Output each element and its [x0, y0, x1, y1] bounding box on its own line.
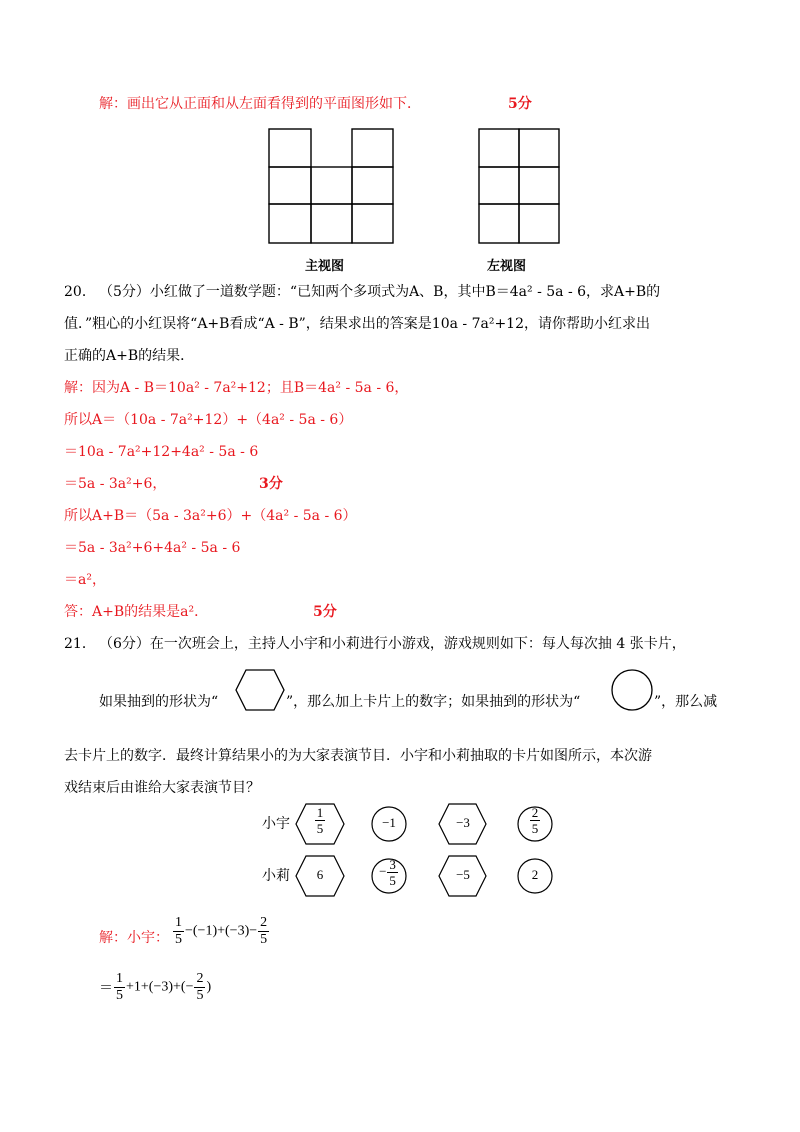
row1-label: 小宇 [262, 816, 290, 832]
q21-line2-c: ”，那么减 [654, 694, 718, 710]
q19-answer-intro: 解：画出它从正面和从左面看得到的平面图形如下． [99, 96, 421, 112]
card-value: 2 [531, 867, 539, 882]
q21-line1: （6分）在一次班会上，主持人小宇和小莉进行小游戏，游戏规则如下：每人每次抽 4 张卡片， [99, 636, 686, 652]
q20-answer-line: 答：A+B的结果是a²． [64, 604, 209, 620]
card-value: −3 [456, 815, 470, 830]
circle-shape-icon [610, 668, 654, 712]
card-value: − $\frac{3}{5}$ [379, 857, 396, 888]
card-value: 6 [316, 867, 324, 882]
q20-answer-line: ＝5a - 3a²+6， [64, 476, 167, 492]
q20-score-end: 5分 [313, 604, 337, 620]
q20-answer-line: ＝a²， [64, 572, 106, 588]
q20-line2: 值．”粗心的小红误将“A+B看成“A - B”，结果求出的答案是10a - 7a²+12，请你帮助小红求出 [64, 316, 650, 332]
row2-label: 小莉 [262, 868, 290, 884]
q20-line3: 正确的A+B的结果． [64, 348, 195, 364]
q20-answer-line: ＝5a - 3a²+6+4a² - 5a - 6 [64, 540, 241, 556]
left-view-figure [478, 127, 560, 245]
q20-answer-line: 所以A＝（10a - 7a²+12）+（4a² - 5a - 6） [64, 412, 353, 428]
q20-number: 20． [64, 284, 96, 300]
q21-answer-expr2: ＝ $\frac{1}{5}$ +1+(−3)+(− $\frac{2}{5}$ ) [99, 971, 212, 1003]
q21-answer-expr1: $\frac{1}{5}$ −(−1)+(−3)− $\frac{2}{5}$ [175, 915, 268, 947]
card-value: $\frac{1}{5}$ [316, 805, 324, 836]
card-value: −5 [456, 867, 470, 882]
q20-line1: （5分）小红做了一道数学题：“已知两个多项式为A、B，其中B＝4a² - 5a - 6，求A+B的 [99, 284, 661, 300]
q21-number: 21． [64, 636, 96, 652]
q20-answer-line: ＝10a - 7a²+12+4a² - 5a - 6 [64, 444, 259, 460]
q21-line2-a: 如果抽到的形状为“ [99, 694, 219, 710]
q21-line3: 去卡片上的数字．最终计算结果小的为大家表演节目．小宇和小莉抽取的卡片如图所示，本次游 [64, 748, 652, 764]
q21-answer-label: 解：小宇： [99, 930, 169, 946]
q21-line2-b: ”，那么加上卡片上的数字；如果抽到的形状为“ [286, 694, 581, 710]
front-view-figure [268, 127, 394, 245]
q20-answer-line: 解：因为A - B＝10a² - 7a²+12；且B＝4a² - 5a - 6， [64, 380, 409, 396]
front-view-caption: 主视图 [305, 259, 345, 274]
card-value: $\frac{2}{5}$ [531, 805, 539, 836]
q21-line4: 戏结束后由谁给大家表演节目？ [64, 780, 260, 796]
card-value: −1 [382, 815, 396, 830]
q20-answer-line: 所以A+B＝（5a - 3a²+6）+（4a² - 5a - 6） [64, 508, 357, 524]
left-view-caption: 左视图 [487, 259, 527, 274]
q19-score: 5分 [508, 96, 532, 112]
q20-score-mid: 3分 [259, 476, 283, 492]
hexagon-shape-icon [234, 668, 286, 712]
